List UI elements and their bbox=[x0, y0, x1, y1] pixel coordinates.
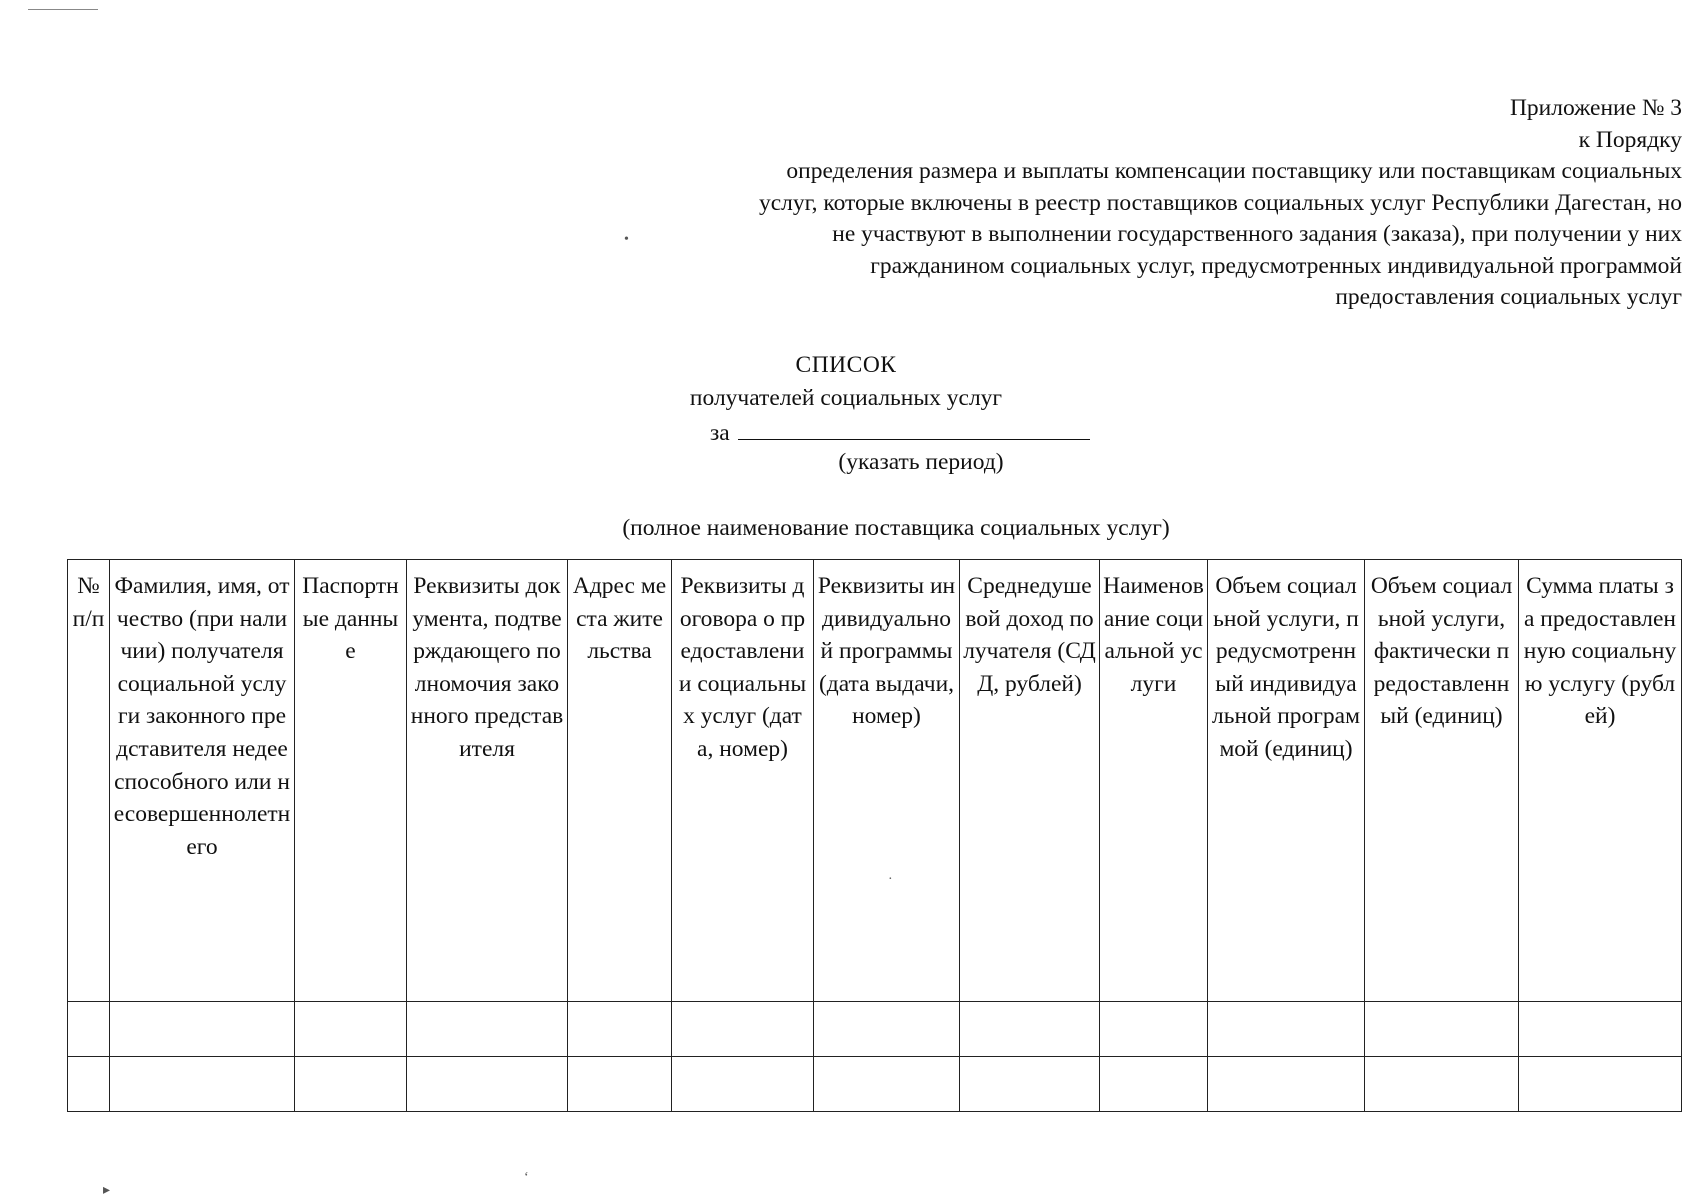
scan-speck: · bbox=[888, 872, 893, 887]
period-prefix: за bbox=[710, 420, 730, 446]
scan-corner-mark bbox=[28, 9, 98, 10]
header-actual-volume: Объем социальной услуги, фактически предоставленный (единиц) bbox=[1365, 560, 1519, 1002]
appendix-header bbox=[502, 93, 1682, 314]
document-subtitle: получателей социальных услуг bbox=[689, 385, 1003, 411]
scan-speck: ▸ bbox=[103, 1183, 111, 1198]
header-planned-volume: Объем социальной услуги, предусмотренный индивидуальной программой (единиц) bbox=[1208, 560, 1365, 1002]
provider-hint: (полное наименование поставщика социальных услуг) bbox=[622, 515, 1170, 541]
header-passport: Паспортные данные bbox=[295, 560, 407, 1002]
scan-speck: • bbox=[624, 232, 629, 247]
header-contract: Реквизиты договора о предоставлении социальных услуг (дата, номер) bbox=[672, 560, 814, 1002]
header-individual-program: Реквизиты индивидуальной программы (дата выдачи, номер) bbox=[814, 560, 960, 1002]
header-address: Адрес места жительства bbox=[568, 560, 672, 1002]
header-average-income: Среднедушевой доход получателя (СДД, рублей) bbox=[960, 560, 1100, 1002]
header-payment-sum: Сумма платы за предоставленную социальную услугу (рублей) bbox=[1519, 560, 1682, 1002]
header-service-name: Наименование социальной услуги bbox=[1100, 560, 1208, 1002]
appendix-text-line: предоставления социальных услуг bbox=[1335, 284, 1682, 310]
period-hint: (указать период) bbox=[838, 449, 1004, 475]
appendix-number: Приложение № 3 bbox=[1509, 95, 1682, 121]
table-header-row bbox=[68, 560, 1682, 1002]
recipients-table bbox=[67, 559, 1682, 1112]
document-title: СПИСОК bbox=[795, 352, 897, 378]
period-field bbox=[710, 417, 1090, 447]
header-full-name: Фамилия, имя, отчество (при наличии) получателя социальной услуги законного представителя недееспособного или несовершеннолетнего bbox=[110, 560, 295, 1002]
header-number: № п/п bbox=[68, 560, 110, 1002]
appendix-ref: к Порядку bbox=[1578, 126, 1682, 153]
appendix-text-line: не участвуют в выполнении государственного задания (заказа), при получении у них bbox=[832, 221, 1682, 247]
appendix-text-line: услуг, которые включены в реестр поставщиков социальных услуг Республики Дагестан, но bbox=[758, 189, 1682, 216]
appendix-text-line: гражданином социальных услуг, предусмотренных индивидуальной программой bbox=[870, 252, 1682, 279]
scan-speck: ʻ bbox=[524, 1170, 529, 1185]
appendix-text-line: определения размера и выплаты компенсации поставщику или поставщикам социальных bbox=[786, 158, 1682, 184]
header-representative-document: Реквизиты документа, подтверждающего полномочия законного представителя bbox=[407, 560, 568, 1002]
period-blank-line bbox=[738, 417, 1090, 440]
table-row bbox=[68, 1002, 1682, 1057]
table-row bbox=[68, 1057, 1682, 1112]
